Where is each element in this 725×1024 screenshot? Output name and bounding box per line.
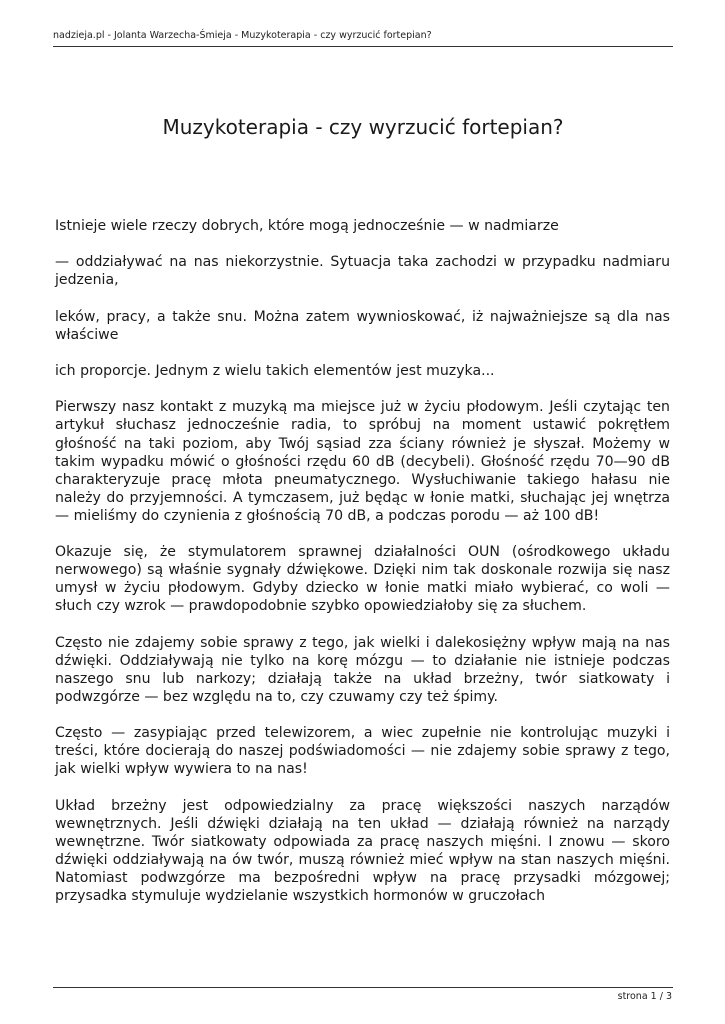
footer-divider (53, 987, 673, 988)
article-title: Muzykoterapia - czy wyrzucić fortepian? (162, 115, 564, 139)
article-paragraph-9: Układ brzeżny jest odpowiedzialny za pracę większości naszych narządów wewnętrznych. Jeśli dźwięki działają na ten układ — działają również na narządy wewnętrzne. Twór siatkowaty odpowiada za pracę naszych mięśni. I znowu — skoro dźwięki oddziaływają na ów twór, muszą również mieć wpływ na stan naszych mięśni. Natomiast podwzgórze ma bezpośredni wpływ na pracę przysadki mózgowej; przysadka stymuluje wydzielanie wszystkich hormonów w gruczołach (55, 797, 670, 905)
article-paragraph-5: Pierwszy nasz kontakt z muzyką ma miejsce już w życiu płodowym. Jeśli czytając ten artykuł słuchasz jednocześnie radia, to spróbuj na moment ustawić pokrętłem głośność na taki poziom, aby Twój sąsiad zza ściany również je słyszał. Możemy w takim wypadku mówić o głośności rzędu 60 dB (decybeli). Głośność rzędu 70—90 dB charakteryzuje pracę młota pneumatycznego. Wysłuchiwanie takiego hałasu nie należy do przyjemności. A tymczasem, już będąc w łonie matki, słuchając jej wnętrza — mieliśmy do czynienia z głośnością 70 dB, a podczas porodu — aż 100 dB! (55, 399, 670, 524)
page-number: strona 1 / 3 (617, 991, 672, 1002)
article-paragraph-6: Okazuje się, że stymulatorem sprawnej działalności OUN (ośrodkowego układu nerwowego) są właśnie sygnały dźwiękowe. Dzięki nim tak doskonale rozwija się nasz umysł w życiu płodowym. Gdyby dziecko w łonie matki miało wybierać, co woli — słuch czy wzrok — prawdopodobnie szybko opowiedziałoby się za słuchem. (55, 544, 670, 615)
article-paragraph-7: Często nie zdajemy sobie sprawy z tego, jak wielki i dalekosiężny wpływ mają na nas dźwięki. Oddziaływają nie tylko na korę mózgu — to działanie nie istnieje podczas naszego snu lub narkozy; działają także na układ brzeżny, twór siatkowaty i podwzgórze — bez względu na to, czy czuwamy czy też śpimy. (55, 634, 670, 705)
running-header: nadzieja.pl - Jolanta Warzecha-Śmieja - Muzykoterapia - czy wyrzucić fortepian? (53, 30, 432, 41)
article-paragraph-3: leków, pracy, a także snu. Można zatem wywnioskować, iż najważniejsze są dla nas właściwe (55, 308, 670, 343)
article-paragraph-2: — oddziaływać na nas niekorzystnie. Sytuacja taka zachodzi w przypadku nadmiaru jedzenia, (55, 254, 670, 289)
article-paragraph-1: Istnieje wiele rzeczy dobrych, które mogą jednocześnie — w nadmiarze (55, 218, 559, 234)
article-paragraph-4: ich proporcje. Jednym z wielu takich elementów jest muzyka... (55, 363, 495, 380)
header-divider (53, 46, 673, 47)
article-body (55, 217, 670, 924)
article-paragraph-8: Często — zasypiając przed telewizorem, a wiec zupełnie nie kontrolując muzyki i treści, które docierają do naszej podświadomości — nie zdajemy sobie sprawy z tego, jak wielki wpływ wywiera to na nas! (55, 725, 670, 778)
